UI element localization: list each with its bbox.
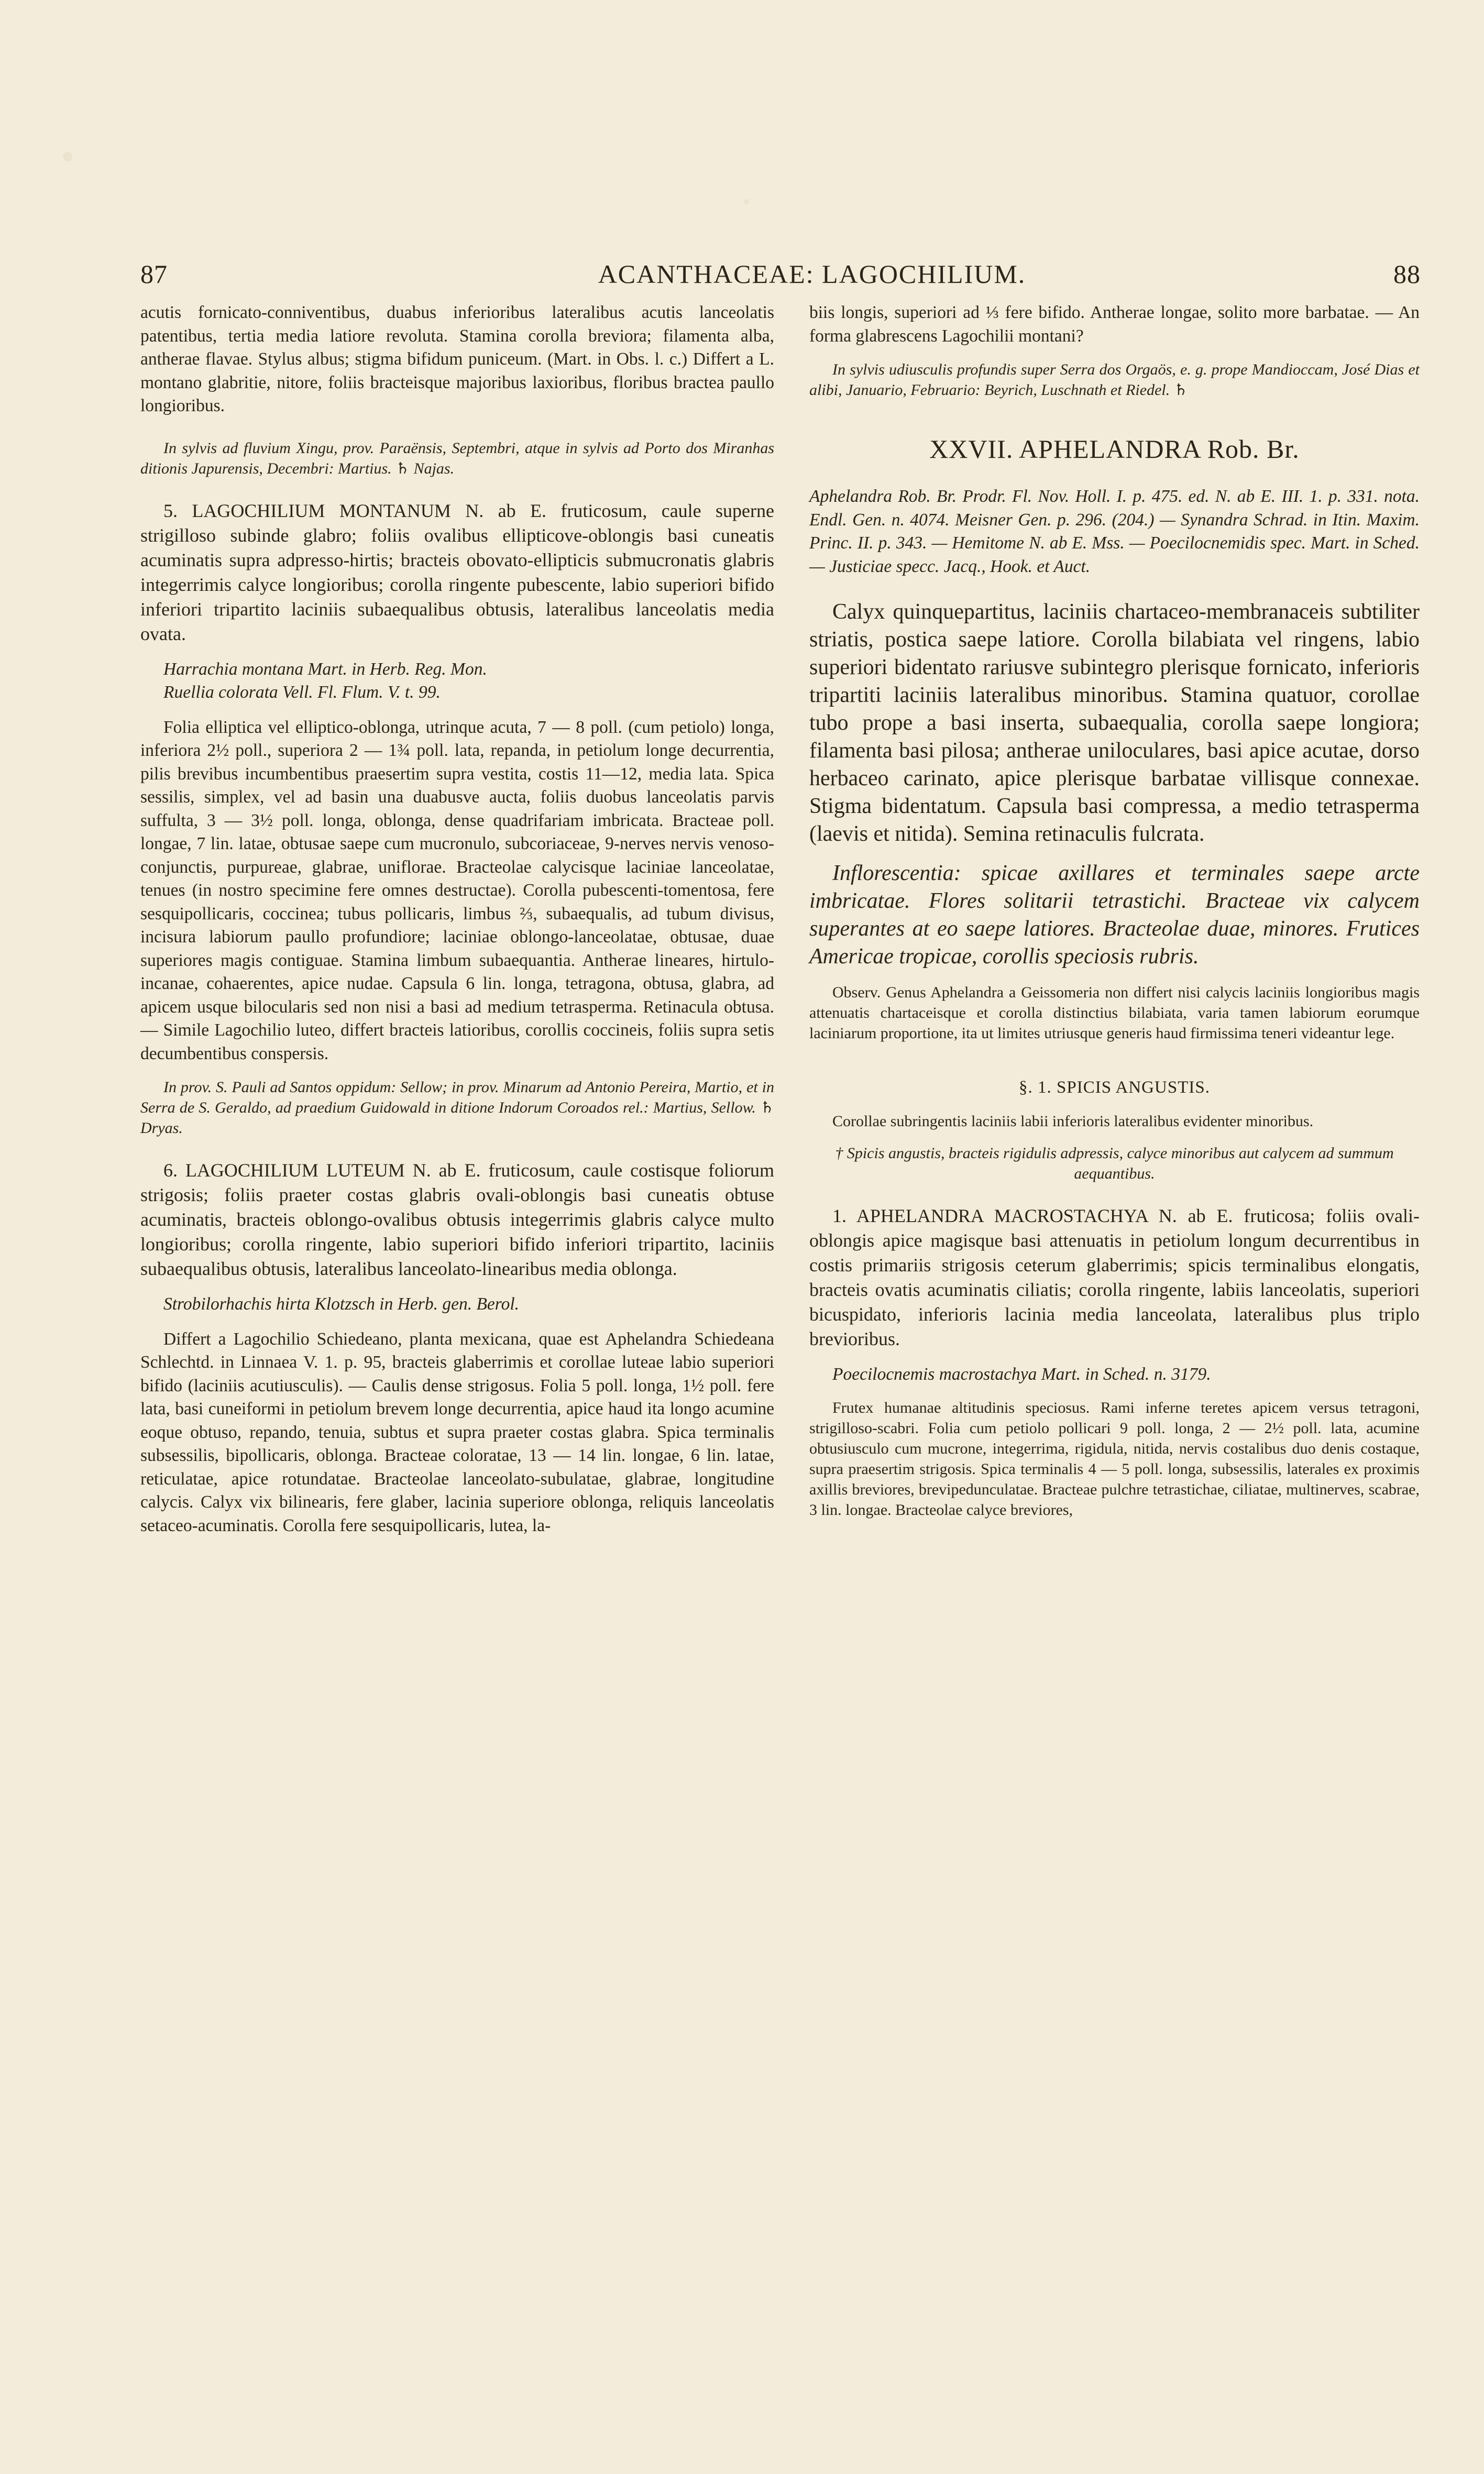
locality-note: In sylvis ad fluvium Xingu, prov. Paraënsis, Septembri, atque in sylvis ad Porto dos Miranhas ditionis Japurensis, Decembri: Martius. ♄ Najas. — [140, 439, 774, 477]
synonym: Strobilorhachis hirta Klotzsch in Herb. gen. Berol. — [163, 1294, 519, 1314]
genus-synonymy: Aphelandra Rob. Br. Prodr. Fl. Nov. Holl. I. p. 475. ed. N. ab E. III. 1. p. 331. nota. Endl. Gen. n. 4074. Meisner Gen. p. 296. (204.) — Synandra Schrad. in Itin. Maxim. Princ. II. p. 343. — Hemitome N. ab E. Mss. — Poecilocnemidis spec. Mart. in Sched. — Justiciae specc. Jacq., Hook. et Auct. — [809, 487, 1420, 576]
page-number-right: 88 — [1393, 259, 1421, 289]
species-heading: 5. LAGOCHILIUM MONTANUM N. ab E. fruticosum, caule superne strigilloso subinde glabro; foliis ovalibus ellipticove-oblongis basi cuneatis acuminatis supra adpresso-hirtis; bracteis obovato-ellipticis submucronatis glabris integerrimis calyce longioribus; corolla ringente pubescente, labio superiori bifido inferiori tripartito laciniis subaequalibus obtusis, lateralibus lanceolatis media ovata. — [140, 500, 774, 644]
observation-note: Observ. Genus Aphelandra a Geissomeria non differt nisi calycis laciniis longioribus magis attenuatis chartaceisque et corolla distinctius bilabiata, varia tamen labiorum eorumque laciniarum proportione, ita ut limites utriusque generis haud firmissima teneri videantur lege. — [809, 984, 1420, 1042]
locality-note: In sylvis udiusculis profundis super Serra dos Orgaös, e. g. prope Mandioccam, José Dias et alibi, Januario, Februario: Beyrich, Luschnath et Riedel. ♄ — [809, 361, 1420, 399]
running-title: ACANTHACEAE: LAGOCHILIUM. — [598, 259, 1026, 289]
genus-heading: XXVII. APHELANDRA Rob. Br. — [929, 434, 1300, 464]
synonym: Harrachia montana Mart. in Herb. Reg. Mon. — [163, 659, 487, 679]
inflorescence-description: Inflorescentia: spicae axillares et terminales saepe arcte imbricatae. Flores solitarii tetrastichi. Bracteae vix calycem superantes at eo saepe latiores. Bracteolae duae, minores. Frutices Americae tropicae, corollis speciosis rubris. — [809, 861, 1420, 969]
section-heading: §. 1. SPICIS ANGUSTIS. — [1019, 1078, 1210, 1097]
species-heading: 1. APHELANDRA MACROSTACHYA N. ab E. fruticosa; foliis ovali-oblongis apice magisque basi attenuatis in petiolum longum decurrentibus in costis primariis strigosis ceterum glaberrimis; spicis terminalibus elongatis, bracteis ovatis acuminatis ciliatis; corolla ringente, labiis lanceolatis, superiori bicuspidato, inferioris lacinia media lanceolata, lateralibus plus triplo brevioribus. — [809, 1205, 1420, 1349]
page-stain — [744, 199, 749, 204]
synonym: Ruellia colorata Vell. Fl. Flum. V. t. 99. — [163, 683, 441, 702]
page-stain — [63, 152, 72, 161]
species-heading: 6. LAGOCHILIUM LUTEUM N. ab E. fruticosum, caule costisque foliorum strigosis; foliis praeter costas glabris ovali-oblongis basi cuneatis obtuse acuminatis, bracteis oblongo-ovalibus obtusis integerrimis glabris calyce multo longioribus; corolla ringente, labio superiori bifido inferiori tripartito, laciniis subaequalibus obtusis, lateralibus lanceolato-linearibus media oblonga. — [140, 1160, 774, 1279]
description: Folia elliptica vel elliptico-oblonga, utrinque acuta, 7 — 8 poll. (cum petiolo) longa, inferiora 2½ poll., superiora 2 — 1¾ poll. lata, repanda, in petiolum longe decurrentia, pilis brevibus incumbentibus praesertim supra vestita, costis 11—12, media lata. Spica sessilis, simplex, vel ad basin una duabusve aucta, foliis duobus lanceolatis parvis suffulta, 3 — 3½ poll. longa, oblonga, dense quadrifariam imbricata. Bracteae poll. longae, 7 lin. latae, obtusae saepe cum mucronulo, subcoriaceae, 9-nerves nervis venoso-conjunctis, purpureae, glabrae, uniflorae. Bracteolae calycisque laciniae lanceolatae, tenues (in nostro specimine fere omnes destructae). Corolla pubescenti-tomentosa, fere sesquipollicaris, coccinea; tubus pollicaris, limbus ⅔, subaequalis, ad tubum divisus, incisura labiorum paullo profundiore; laciniae oblongo-lanceolatae, obtusae, duae superiores magis contiguae. Stamina limbum subaequantia. Antherae lineares, hirtulo-incanae, cohaerentes, apice nudae. Capsula 6 lin. longa, tetragona, obtusa, glabra, ad apicem usque bilocularis sed non nisi a basi ad medium tetrasperma. Retinacula obtusa. — Simile Lagochilio luteo, differt bracteis latioribus, corollis coccineis, foliis supra setis decumbentibus conspersis. — [140, 717, 774, 1063]
synonym: Poecilocnemis macrostachya Mart. in Sched. n. 3179. — [832, 1364, 1211, 1384]
description: Differt a Lagochilio Schiedeano, planta mexicana, quae est Aphelandra Schiedeana Schlechtd. in Linnaea V. 1. p. 95, bracteis glaberrimis et corollae luteae labio superiori bifido (laciniis acutiusculis). — Caulis dense strigosus. Folia 5 poll. longa, 1½ poll. fere lata, basi cuneiformi in petiolum brevem longe decurrentia, apice haud ita longo acumine eoque obtuso, repando, tenuia, subtus et supra praeter costas glabra. Spica terminalis subsessilis, bipollicaris, oblonga. Bracteae coloratae, 13 — 14 lin. longae, 6 lin. latae, reticulatae, apice rotundatae. Bracteolae lanceolato-subulatae, glabrae, longitudine calycis. Calyx vix bilinearis, fere glaber, lacinia superiore oblonga, reliquis lanceolatis setaceo-acuminatis. Corolla fere sesquipollicaris, lutea, la- — [140, 1329, 774, 1535]
page-number-left: 87 — [140, 259, 168, 289]
genus-description: Calyx quinquepartitus, laciniis chartaceo-membranaceis subtiliter striatis, postica saepe latiore. Corolla bilabiata vel ringens, labio superiori bidentato rariusve subintegro plerisque fornicato, inferioris tripartiti laciniis lateralibus minoribus. Stamina quatuor, corollae tubo prope a basi inserta, subaequalia, corolla saepe longiora; filamenta basi pilosa; antherae uniloculares, basi apice acutae, dorso herbaceo carinato, apice plerisque barbatae villisque connexae. Stigma bidentatum. Capsula basi compressa, a medio tetrasperma (laevis et nitida). Semina retinaculis fulcrata. — [809, 600, 1420, 846]
paragraph: biis longis, superiori ad ⅓ fere bifido. Antherae longae, solito more barbatae. — An forma glabrescens Lagochilii montani? — [809, 303, 1420, 346]
paragraph: acutis fornicato-conniventibus, duabus inferioribus lateralibus acutis lanceolatis patentibus, tertia media latiore revoluta. Stamina corolla breviora; filamenta alba, antherae flavae. Stylus albus; stigma bifidum puniceum. (Mart. in Obs. l. c.) Differt a L. montano glabritie, nitore, foliis bracteisque majoribus laxioribus, floribus bractea paullo longioribus. — [140, 303, 774, 415]
section-description: Corollae subringentis laciniis labii inferioris lateralibus evidenter minoribus. — [832, 1112, 1314, 1130]
right-column — [809, 301, 1420, 1520]
left-column — [140, 301, 774, 1537]
subsection-heading: † Spicis angustis, bracteis rigidulis adpressis, calyce minoribus aut calycem ad summum aequantibus. — [835, 1144, 1394, 1182]
locality-note: In prov. S. Pauli ad Santos oppidum: Sellow; in prov. Minarum ad Antonio Pereira, Martio, et in Serra de S. Geraldo, ad praedium Guidowald in ditione Indorum Coroados rel.: Martius, Sellow. ♄ Dryas. — [140, 1079, 774, 1137]
description: Frutex humanae altitudinis speciosus. Rami inferne teretes apicem versus tetragoni, strigilloso-scabri. Folia cum petiolo pollicari 9 poll. longa, 2 — 2½ poll. lata, acumine obtusiusculo cum mucrone, integerrima, rigidula, nitida, nervis costalibus duo denis costaque, supra praesertim strigosis. Spica terminalis 4 — 5 poll. longa, subsessilis, laterales ex proximis axillis breviores, brevipedunculatae. Bracteae pulchre tetrastichae, ciliatae, multinerves, scabrae, 3 lin. longae. Bracteolae calyce breviores, — [809, 1399, 1420, 1519]
